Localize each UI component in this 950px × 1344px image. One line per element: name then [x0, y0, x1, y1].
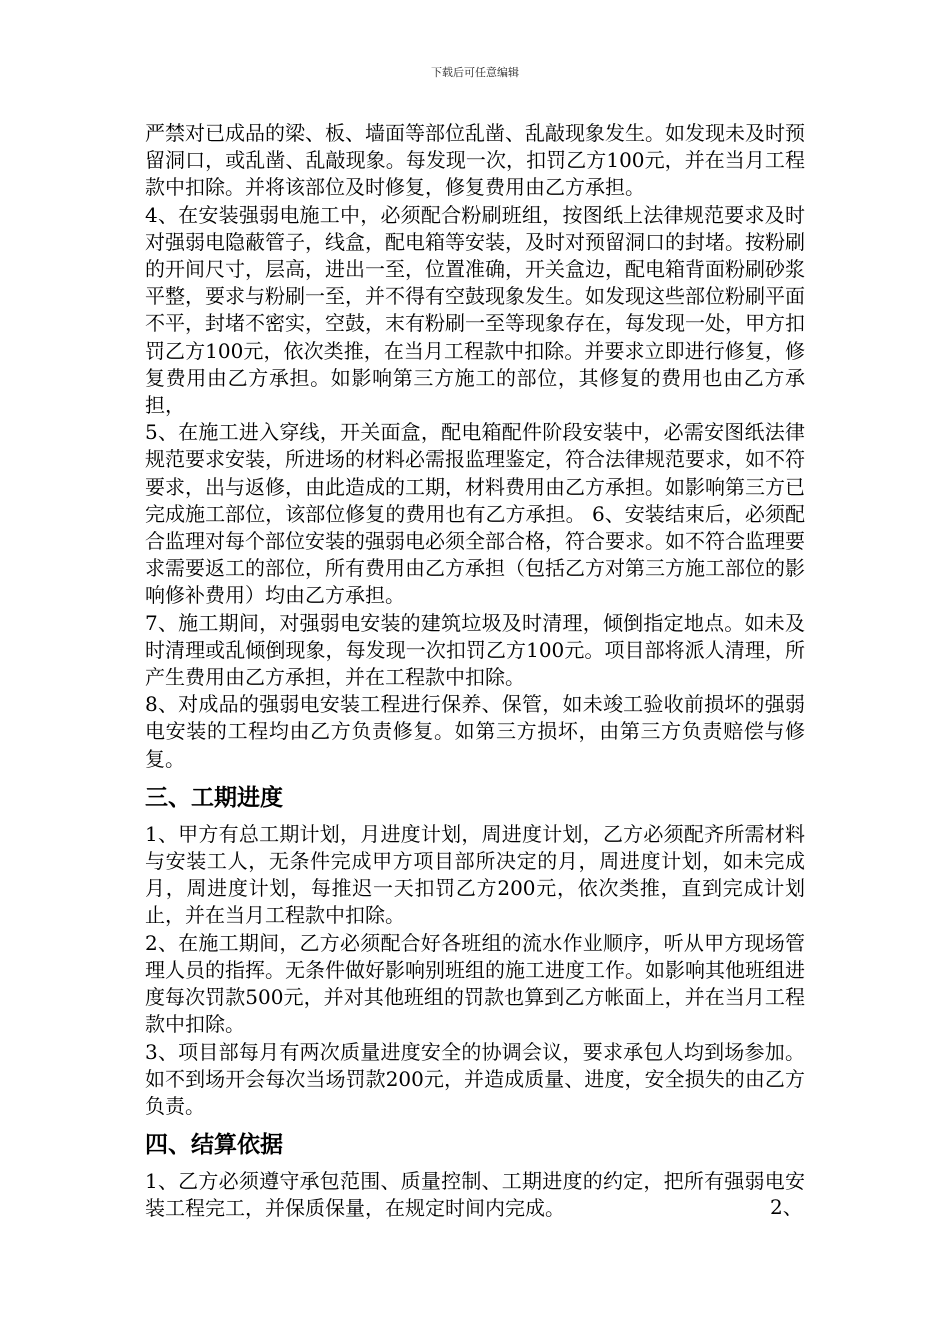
schedule-item-1: 1、甲方有总工期计划，月进度计划，周进度计划，乙方必须配齐所需材料与安装工人，无条件完成甲方项目部所决定的月，周进度计划，如未完成月，周进度计划，每推迟一天扣罚乙方200元，依次类推，直到完成计划止，并在当月工程款中扣除。	[145, 821, 805, 928]
page-tail-continuation: 2、	[770, 1195, 803, 1219]
section-heading-schedule: 三、工期进度	[145, 784, 283, 811]
paragraph-item-7: 7、施工期间，对强弱电安装的建筑垃圾及时清理，倾倒指定地点。如未及时清理或乱倾倒现象，每发现一次扣罚乙方100元。项目部将派人清理，所产生费用由乙方承担，并在工程款中扣除。	[145, 610, 805, 690]
paragraph-item-4: 4、在安装强弱电施工中，必须配合粉刷班组，按图纸上法律规范要求及时对强弱电隐蔽管子，线盒，配电箱等安装，及时对预留洞口的封堵。按粉刷的开间尺寸，层高，进出一至，位置准确，开关盒边，配电箱背面粉刷砂浆平整，要求与粉刷一至，并不得有空鼓现象发生。如发现这些部位粉刷平面不平，封堵不密实，空鼓，末有粉刷一至等现象存在，每发现一处，甲方扣罚乙方100元，依次类推，在当月工程款中扣除。并要求立即进行修复，修复费用由乙方承担。如影响第三方施工的部位，其修复的费用也由乙方承担，	[145, 202, 805, 418]
header-note: 下载后可任意编辑	[431, 66, 519, 79]
paragraph-ruined-parts: 严禁对已成品的梁、板、墙面等部位乱凿、乱敲现象发生。如发现未及时预留洞口，或乱凿、乱敲现象。每发现一次，扣罚乙方100元，并在当月工程款中扣除。并将该部位及时修复，修复费用由乙方承担。	[145, 121, 805, 200]
schedule-item-2: 2、在施工期间，乙方必须配合好各班组的流水作业顺序，听从甲方现场管理人员的指挥。无条件做好影响别班组的施工进度工作。如影响其他班组进度每次罚款500元，并对其他班组的罚款也算到乙方帐面上，并在当月工程款中扣除。	[145, 930, 805, 1037]
paragraph-item-8: 8、对成品的强弱电安装工程进行保养、保管，如未竣工验收前损坏的强弱电安装的工程均由乙方负责修复。如第三方损坏，由第三方负责赔偿与修复。	[145, 692, 805, 771]
document-body	[145, 120, 805, 1223]
schedule-item-3: 3、项目部每月有两次质量进度安全的协调会议，要求承包人均到场参加。如不到场开会每次当场罚款200元，并造成质量、进度，安全损失的由乙方负责。	[145, 1039, 805, 1118]
paragraph-item-5-6: 5、在施工进入穿线，开关面盒，配电箱配件阶段安装中，必需安图纸法律规范要求安装，所进场的材料必需报监理鉴定，符合法律规范要求，如不符要求，出与返修，由此造成的工期，材料费用由乙方承担。如影响第三方已完成施工部位，该部位修复的费用也有乙方承担。 6、安装结束后，必须配合监理对每个部位安装的强弱电必须全部合格，符合要求。如不符合监理要求需要返工的部位，所有费用由乙方承担（包括乙方对第三方施工部位的影响修补费用）均由乙方承担。	[145, 420, 805, 608]
settlement-item-1: 1、乙方必须遵守承包范围、质量控制、工期进度的约定，把所有强弱电安装工程完工，并保质保量，在规定时间内完成。	[145, 1169, 805, 1221]
section-heading-settlement: 四、结算依据	[145, 1132, 283, 1159]
